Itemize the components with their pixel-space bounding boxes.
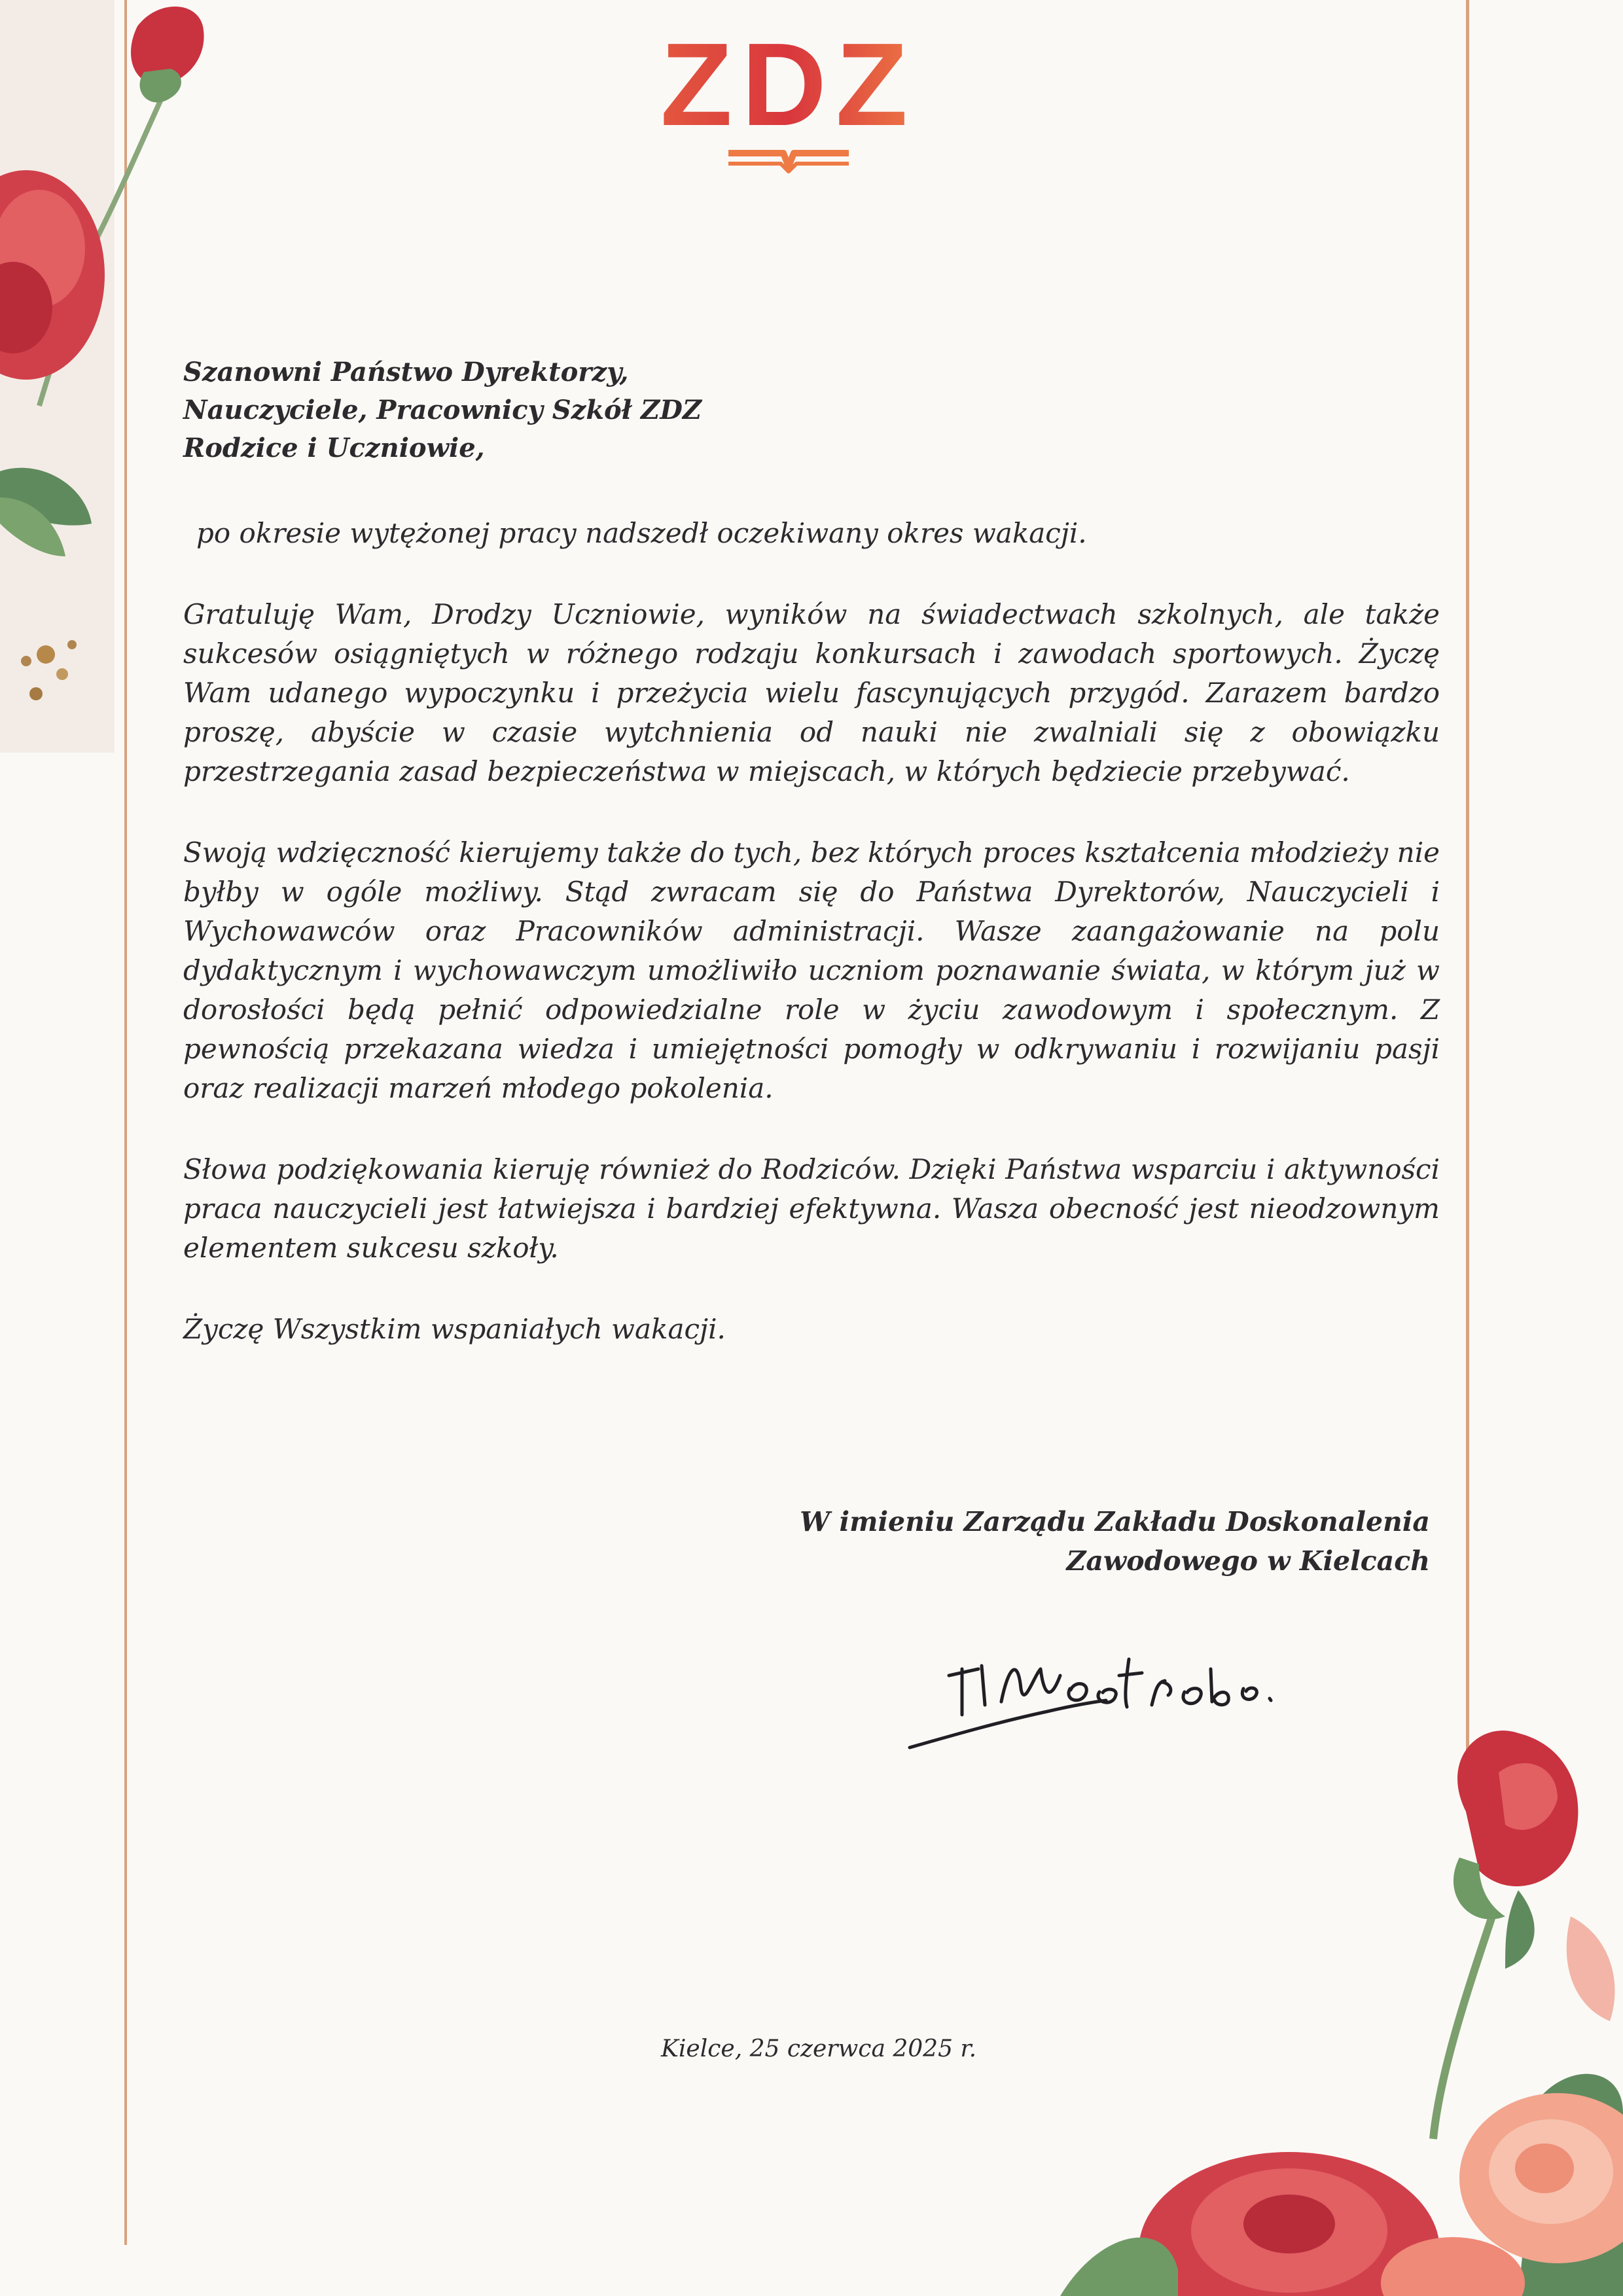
open-book-icon: [723, 148, 854, 174]
frame-line-right: [1466, 0, 1469, 1767]
signature-block: [800, 1502, 1430, 1581]
salutation-line: Rodzice i Uczniowie,: [183, 433, 485, 463]
signature-block-line: W imieniu Zarządu Zakładu Doskonalenia: [800, 1506, 1430, 1537]
salutation-line: Nauczyciele, Pracownicy Szkół ZDZ: [183, 395, 702, 425]
place-date: Kielce, 25 czerwca 2025 r.: [661, 2036, 977, 2062]
salutation-line: Szanowni Państwo Dyrektorzy,: [183, 357, 629, 387]
paragraph: Życzę Wszystkim wspaniałych wakacji.: [183, 1313, 726, 1345]
letter-body: [183, 514, 1440, 1391]
zdz-logo: [648, 19, 929, 174]
signature-block-line: Zawodowego w Kielcach: [1066, 1545, 1430, 1577]
floral-decoration-top-left: [0, 0, 209, 753]
logo-text: ZDZ: [648, 26, 929, 144]
paragraph: Gratuluję Wam, Drodzy Uczniowie, wyników na świadectwach szkolnych, ale także sukcesów osiągniętych w różnego rodzaju konkursach i zawodach sportowych. Życzę Wam udanego wypoczynku i przeżycia wielu fascynujących przygód. Zarazem bardzo proszę, abyście w czasie wytchnienia od nauki nie zwalniali się z obowiązku przestrzegania zasad bezpieczeństwa w miejscach, w których będziecie przebywać.: [183, 598, 1440, 787]
paragraph: po okresie wytężonej pracy nadszedł oczekiwany okres wakacji.: [196, 517, 1087, 549]
paragraph: Słowa podziękowania kieruję również do Rodziców. Dzięki Państwa wsparciu i aktywności praca nauczycieli jest łatwiejsza i bardziej efektywna. Wasza obecność jest nieodzownym elementem sukcesu szkoły.: [183, 1153, 1440, 1264]
handwritten-signature: [903, 1630, 1296, 1767]
paragraph: Swoją wdzięczność kierujemy także do tych, bez których proces kształcenia młodzieży nie byłby w ogóle możliwy. Stąd zwracam się do Państwa Dyrektorów, Nauczycieli i Wychowawców oraz Pracowników administracji. Wasze zaangażowanie na polu dydaktycznym i wychowawczym umożliwiło uczniom poznawanie świata, w którym już w dorosłości będą pełnić odpowiedzialne role w życiu zawodowym i społecznym. Z pewnością przekazana wiedza i umiejętności pomogły w odkrywaniu i rozwijaniu pasji oraz realizacji marzeń młodego pokolenia.: [183, 836, 1440, 1104]
salutation: [183, 353, 702, 467]
